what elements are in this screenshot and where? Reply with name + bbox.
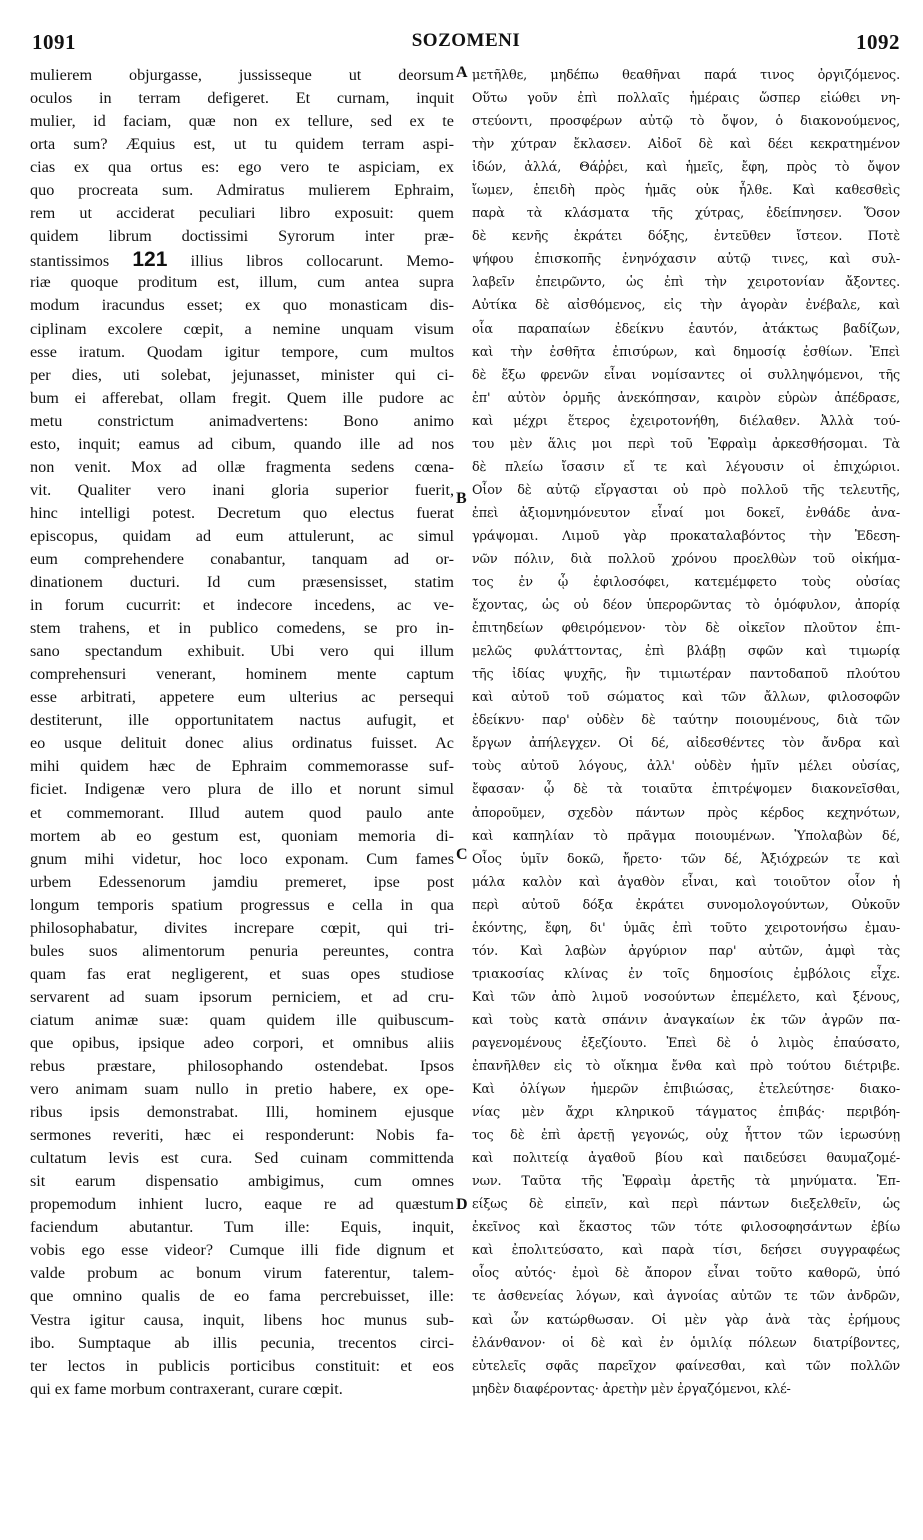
text-line: καὶ πολιτείᾳ ἀγαθοῦ βίου καὶ παιδεύσει θαυμαζομέ- [472, 1151, 900, 1167]
text-line: valde probum ac bonum virum faterentur, talem- [30, 1264, 454, 1283]
text-line: ibo. Sumptaque ab illis pecunia, trecentos circi- [30, 1333, 454, 1352]
text-line: bules suos alimentorum penuria pereuntes, contra [30, 941, 454, 960]
text-line: ἐδείκνυ· παρ' οὐδὲν δὲ ταύτην ποιουμένους, διὰ τῶν [472, 713, 900, 729]
text-line: τε ἀσθενείας λόγων, καὶ ἀγνοίας αὐτῶν τε τῶν ἀνδρῶν, [472, 1289, 900, 1305]
text-line: stem trahens, et in publico comedens, se pro in- [30, 619, 454, 638]
text-line: gnum mihi videtur, hoc loco exponam. Cum fames [30, 849, 454, 868]
text-line: μελῶς φυλάττοντας, ἐπὶ βλάβῃ σφῶν καὶ τιμωρίᾳ [472, 644, 900, 660]
text-line: λαβεῖν ἐπειρῶντο, ὡς ἐπὶ τὴν χειροτονίαν ἄξοντες. [472, 275, 900, 291]
text-line: τος δὲ ἐπὶ ἀρετῇ γεγονώς, οὐχ ἧττον τῶν ἱερωσύνῃ [472, 1128, 900, 1144]
text-line: servarent ad suam ipsorum perniciem, et ad cru- [30, 987, 454, 1006]
section-marker-d: D [456, 1196, 468, 1213]
text-line: vero animam suam nullo in pretio habere, ex ope- [30, 1080, 454, 1099]
text-line: ἐπανῆλθεν εἰς τὸ οἴκημα ἔνθα καὶ πρὸ τούτου διέτριβε. [472, 1059, 900, 1075]
text-line: νίας μὲν ἄχρι κληρικοῦ τάγματος ἐπιβάς· περιβόη- [472, 1105, 900, 1121]
text-line: ficiet. Indigenæ vero plura de illo et norunt simul [30, 780, 454, 799]
text-line: καὶ τὴν ἐσθῆτα ἐπισύρων, καὶ δημοσίᾳ ἐσθίων. Ἐπεὶ [472, 344, 900, 360]
text-line: riæ quoque proditum est, illum, cum antea supra [30, 273, 454, 292]
text-line: τόν. Καὶ λαβὼν ἀργύριον παρ' αὐτῶν, ἀμφὶ τὰς [472, 943, 900, 959]
text-line: rebus præstare, philosophando ostendebat. Ipsos [30, 1057, 454, 1076]
text-line: vit. Qualiter vero inani gloria superior fuerit, [30, 480, 454, 499]
text-line: esse arbitrati, appetere eum ulterius ac persequi [30, 688, 454, 707]
text-line: et commemorant. Illud autem quod paulo ante [30, 803, 454, 822]
text-line: mihi quidem hæc de Ephraim commemorasse suf- [30, 757, 454, 776]
text-line: νων. Ταῦτα τῆς Ἐφραὶμ ἀρετῆς τὰ μηνύματα. Ἐπ- [472, 1174, 900, 1190]
text-line: ἐπιτηδείων φθειρόμενον· τὸν δὲ οἰκεῖον πλοῦτον ἐπι- [472, 621, 900, 637]
text-line: modum iracundus esset; ex quo monasticam dis- [30, 296, 454, 315]
text-line: cultatum levis est cura. Sed cuinam committenda [30, 1149, 454, 1168]
text-line: orta sum? Æquius est, ut tu quidem terram aspi- [30, 135, 454, 154]
text-line: eo usque delituit donec alius ordinatus fuisset. Ac [30, 734, 454, 753]
text-line: τῆς ἰδίας ψυχῆς, ἣν τιμιωτέραν παντοδαποῦ πλούτου [472, 667, 900, 683]
text-line: propemodum inhient lucro, eaque re ad quæstum [30, 1195, 454, 1214]
text-line: παρὰ τὰ κλάσματα τῆς χύτρας, ἐδείπνησεν. Ὅσον [472, 206, 900, 222]
text-line [30, 248, 454, 271]
text-line: eum comprehendere conabantur, tanquam ad or- [30, 549, 454, 568]
text-line: non venit. Mox ad ollæ fragmenta sedens cœna- [30, 457, 454, 476]
text-line: sit earum dispensatio ambigimus, cum omnes [30, 1172, 454, 1191]
text-line: bum ei afferebat, ollam fregit. Quem ille pudore ac [30, 388, 454, 407]
text-line: καὶ τοὺς κατὰ σπάνιν ἀναγκαίων ἐκ τῶν ἀγρῶν πα- [472, 1012, 900, 1028]
text-line: του μὲν ἅλις μοι περὶ τοῦ Ἐφραὶμ ἀρκεσθήσομαι. Τὰ [472, 436, 900, 452]
text-line: in forum cucurrit: et indecore incedens, ac ve- [30, 596, 454, 615]
text-line: ter lectos in publicis porticibus constituit: et eos [30, 1356, 454, 1375]
text-line: cias ex qua ortus es: ego vero te aspiciam, ex [30, 158, 454, 177]
text-line: γράψομαι. Λιμοῦ γὰρ προκαταλαβόντος τὴν Ἐδεση- [472, 528, 900, 544]
text-line: οἷος αὐτός· ἐμοὶ δὲ ἄπορον εἶναι τοῦτο καθορῶ, ὑπό [472, 1266, 900, 1282]
text-line: destiterunt, ille opportunitatem nactus aufugit, et [30, 711, 454, 730]
text-line: vobis ego esse videor? Cumque illi fide dignum et [30, 1241, 454, 1260]
text-line: τὴν χύτραν ἔκλασεν. Αἰδοῖ δὲ καὶ δέει κεκρατημένον [472, 137, 900, 153]
text-line: episcopus, quidam ad eum attulerunt, ac simul [30, 526, 454, 545]
text-line: faciendum abutantur. Tum ille: Equis, inquit, [30, 1218, 454, 1237]
text-line: hinc intelligi potest. Decretum quo electus fuerat [30, 503, 454, 522]
text-line: Καὶ τῶν ἀπὸ λιμοῦ νοσούντων ἐπεμέλετο, καὶ ξένους, [472, 989, 900, 1005]
text-line: οἷα παραπαίων ἐδείκνυ ἑαυτόν, ἀτάκτως βαδίζων, [472, 321, 900, 337]
text-line: ψήφου ἐπισκοπῆς ἐνηνόχασιν αὐτῷ τινες, καὶ συλ- [472, 252, 900, 268]
text-line: ἐπ' αὐτὸν ὁρμῆς ἀνεκόπησαν, καιρὸν εὑρὼν ἀπέδρασε, [472, 390, 900, 406]
column-number: 121 [132, 248, 168, 272]
text-line: mulier, id faciam, quæ non ex tellure, sed ex te [30, 112, 454, 131]
text-line: ἔχοντας, ὡς οὐ δέον ὑπερορῶντας τὸ ὁμόφυλον, ἀπορίᾳ [472, 598, 900, 614]
text-line: καὶ αὐτοῦ τοῦ σώματος καὶ τῶν ἄλλων, φιλοσοφῶν [472, 690, 900, 706]
text-line: rem ut acciderat peculiari libro exposuit: quem [30, 204, 454, 223]
text-line: ραγενομένους ἐξεζίουτο. Ἐπεὶ δὲ ὁ λιμὸς ἐπαύσατο, [472, 1035, 900, 1051]
text-line: metu constrictum animadvertens: Bono animo [30, 411, 454, 430]
text-line: δὲ πλείω ἴσασιν εἴ τε καὶ λέγουσιν οἱ ἐπιχώριοι. [472, 459, 900, 475]
page-number-left: 1091 [32, 30, 76, 54]
page-header [32, 30, 900, 58]
text-line: ἔργων ἀπήλεγχεν. Οἱ δέ, αἰδεσθέντες τὸν ἄνδρα καὶ [472, 736, 900, 752]
text-line: quo procreata sum. Admiratus mulierem Ephraim, [30, 181, 454, 200]
section-marker-c: C [456, 846, 468, 863]
section-marker-a: A [456, 64, 468, 81]
text-line: qui ex fame morbum contraxerant, curare cœpit. [30, 1379, 343, 1398]
text-line: δὲ κενῆς ἐκράτει δόξης, ἐντεῦθεν ἴστεον. Ποτὲ [472, 229, 900, 245]
greek-column [472, 64, 900, 1526]
text-line: τριακοσίας κλίνας ἐν τοῖς δημοσίοις ἐμβόλοις εἶχε. [472, 966, 900, 982]
text-line: dinationem ducturi. Id cum præsensisset, statim [30, 573, 454, 592]
text-line: que opibus, ipsique adeo corpori, et omnibus aliis [30, 1033, 454, 1052]
text-line: urbem Edessenorum jamdiu premeret, ipse post [30, 872, 454, 891]
text-line: Οὕτω γοῦν ἐπὶ πολλαῖς ἡμέραις ὥσπερ εἰώθει νη- [472, 91, 900, 107]
text-line: δὲ ἔξω φρενῶν εἶναι νομίσαντες οἱ συλληψόμενοι, τῆς [472, 367, 900, 383]
text-line: sermones reveriti, hæc ei responderunt: Nobis fa- [30, 1126, 454, 1145]
text-line: ciplinam excolere cœpit, a nemine unquam visum [30, 319, 454, 338]
text-line: μετῆλθε, μηδέπω θεαθῆναι παρά τινος ὀργιζόμενος. [472, 68, 900, 83]
text-line: Οἷος ὑμῖν δοκῶ, ἤρετο· τῶν δέ, Ἀξιόχρεών τε καὶ [472, 851, 900, 867]
text-line: ciatum animæ suæ: quam quidem ille quibuscum- [30, 1010, 454, 1029]
text-line: τοὺς αὐτοῦ λόγους, ἀλλ' οὐδὲν ἡμῖν μέλει οὐσίας, [472, 759, 900, 775]
text-line: καὶ μέχρι ἕτερος ἐχειροτονήθη, διέλαθεν. Ἀλλὰ τού- [472, 413, 900, 429]
text-line: sano spectandum exhibuit. Ubi vero qui illum [30, 642, 454, 661]
text-line: καὶ καπηλίαν τὸ πρᾶγμα ποιουμένων. Ὑπολαβὼν δέ, [472, 828, 900, 844]
text-line: quidem librum doctissimi Syrorum inter præ- [30, 227, 454, 246]
text-line: ἰδών, ἀλλά, Θάῤῥει, καὶ ἡμεῖς, ἔφη, πρὸς τὸ ὄψον [472, 160, 900, 176]
text-line: μηδὲν διαφέροντας· ἀρετὴν μὲν ἐργαζόμενοι, κλέ- [472, 1381, 791, 1397]
text-line: είξως δὲ εἰπεῖν, καὶ περὶ πάντων διεξελθεῖν, ὡς [472, 1197, 900, 1213]
text-line: μάλα καλὸν καὶ ἀγαθὸν εἶναι, καὶ τοιοῦτον οἷον ἡ [472, 874, 900, 890]
latin-column [30, 64, 454, 1526]
text-line: mortem ab eo gestum est, quoniam memoria di- [30, 826, 454, 845]
text-line: ribus ipsis demonstrabat. Illi, hominem ejusque [30, 1103, 454, 1122]
text-fragment: illius libros collocarunt. Memo- [190, 252, 454, 271]
text-line: esse iratum. Quodam igitur tempore, cum multos [30, 342, 454, 361]
text-line: Οἷον δὲ αὐτῷ εἴργασται οὐ πρὸ πολλοῦ τῆς τελευτῆς, [472, 482, 900, 498]
text-line: ἀποροῦμεν, σχεδὸν πάντων πρὸς κέρδος κεχηνότων, [472, 805, 900, 821]
running-title: SOZOMENI [411, 30, 521, 51]
text-line: περὶ αὐτοῦ δόξα ἐκράτει συνομολογούντων, Οὐκοῦν [472, 897, 900, 913]
text-line: ἐκεῖνος καὶ ἕκαστος τῶν τότε φιλοσοφησάντων ἐβίω [472, 1220, 900, 1236]
text-line: quam fas erat negligerent, et suas opes studiose [30, 964, 454, 983]
text-line: ἴωμεν, ἐπειδὴ πρὸς ἡμᾶς οὐκ ἦλθε. Καὶ καθεσθεὶς [472, 183, 900, 199]
text-line: νῶν πόλιν, διὰ πολλοῦ χρόνου προελθὼν τοῦ οἰκήμα- [472, 551, 900, 567]
section-marker-b: B [456, 490, 467, 507]
text-line: longum temporis spatium progressus e cella in qua [30, 895, 454, 914]
text-line: καὶ ὧν κατώρθωσαν. Οἱ μὲν γὰρ ἀνὰ τὰς ἐρήμους [472, 1312, 900, 1328]
text-line: mulierem objurgasse, jussisseque ut deorsum [30, 66, 454, 84]
text-line: στεύοντι, προσφέρων αὐτῷ τὸ ὄψον, ὁ διακονούμενος, [472, 114, 900, 130]
text-line: ἐλάνθανον· οἱ δὲ καὶ ἐν ὁμιλίᾳ πόλεων διατρίβοντες, [472, 1335, 900, 1351]
text-line: Vestra igitur causa, inquit, libens hoc munus sub- [30, 1310, 454, 1329]
text-line: εὐτελεῖς σφᾶς παρεῖχον φαίνεσθαι, καὶ τῶν πολλῶν [472, 1358, 900, 1374]
text-line: ἔφασαν· ᾧ δὲ τὰ τοιαῦτα ἐπιτρέψομεν διακονεῖσθαι, [472, 782, 900, 798]
text-line: oculos in terram defigeret. Et curnam, inquit [30, 89, 454, 108]
text-line: τος ἐν ᾧ ἐφιλοσόφει, κατεμέμφετο τοὺς οὐσίας [472, 575, 900, 591]
text-line: philosophabatur, divites increpare cœpit, qui tri- [30, 918, 454, 937]
text-line: esto, inquit; eamus ad cibum, quando ille ad nos [30, 434, 454, 453]
text-line: Καὶ ὀλίγων ἡμερῶν ἐπιβιώσας, ἐτελεύτησε· διακο- [472, 1082, 900, 1098]
text-line: καὶ ἐπολιτεύσατο, καὶ παρὰ τίσι, δεήσει συγγραφέως [472, 1243, 900, 1259]
text-line: que omnino qualis de eo fama percrebuisset, ille: [30, 1287, 454, 1306]
text-line: ἑκόντης, ἔφη, δι' ὑμᾶς ἐπὶ τοῦτο χειροτονήσω ἐμαυ- [472, 920, 900, 936]
text-line: ἐπεὶ ἀξιομνημόνευτον εἶναί μοι δοκεῖ, ἐνθάδε ἀνα- [472, 505, 900, 521]
text-line: comprehensuri venerant, hominem mente captum [30, 665, 454, 684]
text-fragment: stantissimos [30, 252, 110, 271]
text-line: Αὐτίκα δὲ αἰσθόμενος, εἰς τὴν ἀγορὰν ἐνέβαλε, καὶ [472, 298, 900, 314]
text-line: per dies, uti solebat, jejunasset, minister qui ci- [30, 365, 454, 384]
page-number-right: 1092 [856, 30, 900, 54]
